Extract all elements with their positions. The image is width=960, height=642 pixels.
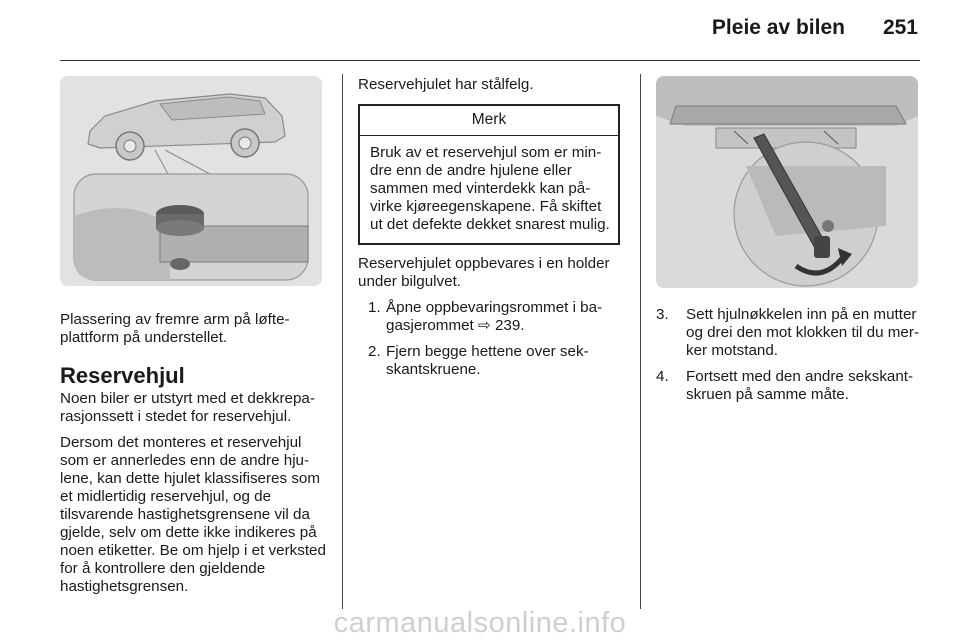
car-lift-illustration bbox=[60, 76, 322, 286]
note-text: Bruk av et reservehjul som er mindre enn de andre hjulene eller sammen med vinterdekk kan påvirke kjøreegenskapene. Få skiftet ut det defekte dekket snarest mulig. bbox=[370, 144, 610, 233]
column-2 bbox=[358, 76, 624, 387]
steps-list-2 bbox=[656, 306, 922, 404]
step-number: 2. bbox=[368, 343, 381, 360]
wheel-wrench-illustration bbox=[656, 76, 918, 288]
steps-list-1 bbox=[358, 299, 624, 379]
steel-rim-text: Reservehjulet har stålfelg. bbox=[358, 76, 534, 93]
header-title: Pleie av bilen bbox=[711, 16, 845, 39]
column-divider-2 bbox=[640, 74, 641, 609]
step-number: 3. bbox=[656, 306, 669, 323]
paragraph-repair-kit: Noen biler er utstyrt med et dekkreparasjonssett i stedet for reservehjul. bbox=[60, 390, 315, 425]
step-text: Sett hjulnøkkelen inn på en mutter og drei den mot klokken til du merker motstand. bbox=[686, 306, 919, 359]
section-heading: Reservehjul bbox=[60, 363, 185, 388]
note-box bbox=[358, 104, 620, 245]
storage-text: Reservehjulet oppbevares i en holder under bilgulvet. bbox=[358, 255, 610, 290]
step-text: Fjern begge hettene over sekskantskruene. bbox=[386, 343, 589, 378]
column-3 bbox=[656, 76, 922, 412]
header-divider bbox=[60, 60, 920, 61]
paragraph-temporary-spare: Dersom det monteres et reservehjul som er annerledes enn de andre hjulene, kan dette hjulet klassifiseres som et midlertidig reservehjul, og de tilsvarende hastighetsgrensene vil da gjelde, selv om dette ikke indikeres på noen etiketter. Be om hjelp i et verksted for å kontrollere den gjeldende hastighetsgrensen. bbox=[60, 434, 326, 595]
figure-caption: Plassering av fremre arm på løfteplattform på understellet. bbox=[60, 311, 290, 346]
step-number: 1. bbox=[368, 299, 381, 316]
list-item bbox=[358, 299, 624, 335]
list-item bbox=[358, 343, 624, 379]
step-number: 4. bbox=[656, 368, 669, 385]
note-title: Merk bbox=[360, 106, 618, 136]
step-text: Fortsett med den andre sekskantskruen på samme måte. bbox=[686, 368, 914, 403]
list-item bbox=[656, 368, 922, 404]
step-text: Åpne oppbevaringsrommet i bagasjerommet ⇨ 239. bbox=[386, 299, 603, 334]
column-1 bbox=[60, 76, 328, 604]
list-item bbox=[656, 306, 922, 360]
watermark: carmanualsonline.info bbox=[333, 607, 627, 639]
column-divider-1 bbox=[342, 74, 343, 609]
page-number: 251 bbox=[882, 16, 918, 39]
page-header bbox=[0, 0, 960, 60]
